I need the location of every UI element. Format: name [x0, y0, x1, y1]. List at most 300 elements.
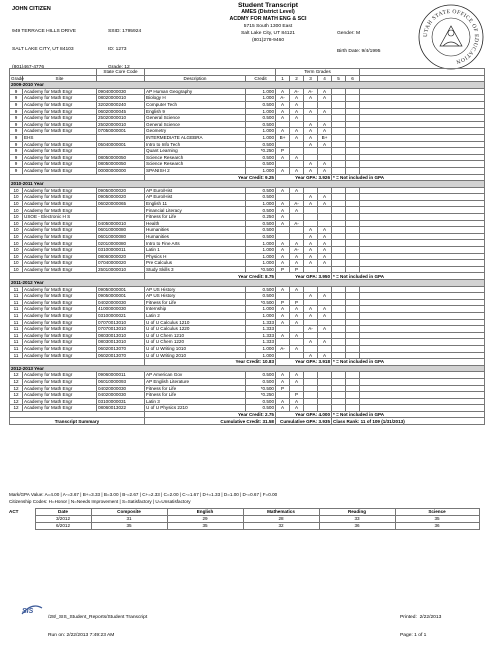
- course-description: Internship: [145, 306, 246, 313]
- year-total-row: [10, 174, 485, 181]
- term-6-grade: [346, 306, 360, 313]
- course-description: Quant Learning: [145, 148, 246, 155]
- course-description: U of U Writing 2010: [145, 352, 246, 359]
- act-reading: 36: [319, 523, 395, 530]
- row-spacer: [360, 167, 485, 174]
- state-core-code: 06020000045: [97, 108, 145, 115]
- spacer: [10, 411, 145, 418]
- term-2-grade: A: [290, 405, 304, 412]
- row-spacer: [360, 233, 485, 240]
- year-header-row: [10, 280, 485, 287]
- state-core-code: 06010000093: [97, 378, 145, 385]
- course-description: Study Skills 3: [145, 266, 246, 273]
- term-3-grade: A: [304, 141, 318, 148]
- state-core-code: [97, 214, 145, 221]
- course-grade: 9: [10, 101, 23, 108]
- term-1-grade: A: [276, 398, 290, 405]
- term-3-grade: A: [304, 161, 318, 168]
- term-6-grade: [346, 319, 360, 326]
- row-spacer: [360, 339, 485, 346]
- run-on: Run on: 2/22/2013 7:49:23 AM: [48, 633, 115, 638]
- course-grade: 9: [10, 108, 23, 115]
- term-6-grade: [346, 286, 360, 293]
- term-6-grade: [346, 141, 360, 148]
- course-credit: 1.333: [246, 319, 276, 326]
- term-4-grade: A: [318, 253, 332, 260]
- act-col-english: English: [167, 509, 243, 516]
- course-row: [10, 345, 485, 352]
- act-mathematics: 32: [243, 523, 319, 530]
- course-row: [10, 352, 485, 359]
- state-core-code: 09050000001: [97, 286, 145, 293]
- course-grade: 11: [10, 312, 23, 319]
- course-grade: 12: [10, 392, 23, 399]
- year-total-row: [10, 411, 485, 418]
- term-2-grade: A: [290, 306, 304, 313]
- term-3-grade: A: [304, 293, 318, 300]
- term-2-grade: P: [290, 392, 304, 399]
- course-grade: 10: [10, 227, 23, 234]
- course-site: Academy for Math Engr: [23, 148, 97, 155]
- term-1-grade: A: [276, 306, 290, 313]
- term-3-grade: [304, 372, 318, 379]
- course-grade: 11: [10, 306, 23, 313]
- state-core-code: 09040000030: [97, 88, 145, 95]
- state-core-code: 08060013022: [97, 405, 145, 412]
- state-core-code: [97, 134, 145, 141]
- term-6-grade: [346, 293, 360, 300]
- term-4-grade: [318, 319, 332, 326]
- term-2-grade: A: [290, 253, 304, 260]
- term-1-grade: [276, 121, 290, 128]
- term-2-grade: [290, 326, 304, 333]
- course-credit: 1.000: [246, 345, 276, 352]
- course-row: [10, 148, 485, 155]
- report-path: /28/_SIS_Student_Reports/Student Transcript: [48, 615, 148, 620]
- course-row: [10, 227, 485, 234]
- term-1-grade: A: [276, 372, 290, 379]
- term-6-grade: [346, 88, 360, 95]
- year-credit: Year Credit: 10.83: [145, 359, 276, 366]
- course-grade: 11: [10, 326, 23, 333]
- student-phone: (801)467-4776: [12, 65, 45, 70]
- course-credit: 0.500: [246, 372, 276, 379]
- course-credit: 1.333: [246, 326, 276, 333]
- term-6-grade: [346, 148, 360, 155]
- term-3-grade: A: [304, 352, 318, 359]
- state-core-code: [97, 207, 145, 214]
- course-site: Academy for Math Engr: [23, 108, 97, 115]
- term-5-grade: [332, 134, 346, 141]
- term-1-grade: P: [276, 385, 290, 392]
- course-row: [10, 293, 485, 300]
- term-2-grade: [290, 233, 304, 240]
- course-site: Academy for Math Engr: [23, 167, 97, 174]
- term-2-grade: [290, 293, 304, 300]
- row-spacer: [360, 398, 485, 405]
- state-core-code: 07070013010: [97, 319, 145, 326]
- course-site: Academy for Math Engr: [23, 141, 97, 148]
- state-core-code: 08020000010: [97, 95, 145, 102]
- course-credit: 1.000: [246, 306, 276, 313]
- term-3-grade: [304, 392, 318, 399]
- row-spacer: [360, 319, 485, 326]
- course-description: Latin 3: [145, 398, 246, 405]
- row-spacer: [360, 121, 485, 128]
- course-site: Academy for Math Engr: [23, 339, 97, 346]
- school-header: [188, 2, 348, 44]
- term-2-grade: A-: [290, 220, 304, 227]
- course-site: Academy for Math Engr: [23, 240, 97, 247]
- term-3-grade: A: [304, 312, 318, 319]
- course-grade: 11: [10, 286, 23, 293]
- term-2-grade: A: [290, 167, 304, 174]
- term-2-grade: A: [290, 154, 304, 161]
- course-credit: 0.500: [246, 378, 276, 385]
- course-credit: 1.000: [246, 167, 276, 174]
- term-1-grade: A: [276, 319, 290, 326]
- course-description: U of U Chem 1220: [145, 339, 246, 346]
- course-description: Fitness for Life: [145, 214, 246, 221]
- course-description: AP US History: [145, 286, 246, 293]
- course-credit: 0.500: [246, 286, 276, 293]
- course-description: Biology H: [145, 95, 246, 102]
- header-spacer: [360, 75, 485, 82]
- state-core-code: 41000000030: [97, 306, 145, 313]
- course-credit: 0.500: [246, 220, 276, 227]
- course-credit: 0.250: [246, 214, 276, 221]
- course-row: [10, 121, 485, 128]
- header-state-core: State Core Code: [97, 69, 145, 76]
- course-description: Latin 1: [145, 247, 246, 254]
- year-credit: Year Credit: 2.75: [145, 411, 276, 418]
- term-4-grade: [318, 101, 332, 108]
- term-3-grade: A: [304, 260, 318, 267]
- course-credit: 0.500: [246, 227, 276, 234]
- term-6-grade: [346, 260, 360, 267]
- state-core-code: 07070013010: [97, 326, 145, 333]
- row-spacer: [360, 128, 485, 135]
- term-4-grade: [318, 372, 332, 379]
- course-row: [10, 233, 485, 240]
- term-6-grade: [346, 378, 360, 385]
- act-row: [9, 516, 479, 523]
- term-6-grade: [346, 352, 360, 359]
- term-5-grade: [332, 88, 346, 95]
- course-grade: 12: [10, 372, 23, 379]
- term-5-grade: [332, 372, 346, 379]
- term-2-grade: A: [290, 332, 304, 339]
- term-1-grade: A: [276, 187, 290, 194]
- course-grade: 11: [10, 293, 23, 300]
- course-description: Fitness for Life: [145, 385, 246, 392]
- term-1-grade: [276, 326, 290, 333]
- term-1-grade: A: [276, 200, 290, 207]
- course-grade: 10: [10, 266, 23, 273]
- course-site: Academy for Math Engr: [23, 233, 97, 240]
- course-row: [10, 88, 485, 95]
- term-6-grade: [346, 154, 360, 161]
- grade-level: Grade: 12: [108, 65, 130, 70]
- course-description: Science Research: [145, 161, 246, 168]
- act-science: 35: [395, 516, 479, 523]
- course-description: SPANISH 2: [145, 167, 246, 174]
- school-street: 5715 South 1300 East: [243, 24, 293, 29]
- act-english: 29: [167, 516, 243, 523]
- term-3-grade: A: [304, 194, 318, 201]
- term-4-grade: [318, 286, 332, 293]
- term-5-grade: [332, 293, 346, 300]
- course-description: AP Euro/Hist: [145, 194, 246, 201]
- course-site: Academy for Math Engr: [23, 299, 97, 306]
- term-4-grade: A: [318, 260, 332, 267]
- state-seal: [416, 2, 486, 72]
- course-row: [10, 240, 485, 247]
- course-description: U of U Chem 1210: [145, 332, 246, 339]
- term-6-grade: [346, 405, 360, 412]
- student-id: ID: 1273: [108, 47, 127, 52]
- state-core-code: 03100000011: [97, 247, 145, 254]
- act-composite: 31: [91, 516, 167, 523]
- term-6-grade: [346, 266, 360, 273]
- term-6-grade: [346, 372, 360, 379]
- term-2-grade: [290, 227, 304, 234]
- act-label: ACT: [9, 509, 19, 515]
- course-site: Academy for Math Engr: [23, 187, 97, 194]
- course-row: [10, 95, 485, 102]
- course-grade: 11: [10, 339, 23, 346]
- year-gpa: Year GPA: 3.926: [276, 174, 332, 181]
- header-term-1: 1: [276, 75, 290, 82]
- term-1-grade: A: [276, 88, 290, 95]
- row-spacer: [360, 293, 485, 300]
- term-2-grade: A: [290, 312, 304, 319]
- term-6-grade: [346, 312, 360, 319]
- state-core-code: 04050000010: [97, 220, 145, 227]
- term-1-grade: [276, 352, 290, 359]
- course-description: U of U Calculus 1220: [145, 326, 246, 333]
- course-site: Academy for Math Engr: [23, 253, 97, 260]
- school-name: ACDMY FOR MATH ENG & SCI: [229, 16, 307, 22]
- term-1-grade: A: [276, 286, 290, 293]
- term-1-grade: A: [276, 260, 290, 267]
- term-1-grade: A: [276, 405, 290, 412]
- year-total-row: [10, 273, 485, 280]
- row-spacer: [360, 345, 485, 352]
- state-core-code: 06020013070: [97, 345, 145, 352]
- course-site: Academy for Math Engr: [23, 326, 97, 333]
- term-4-grade: B+: [318, 134, 332, 141]
- term-4-grade: A: [318, 247, 332, 254]
- state-core-code: [97, 148, 145, 155]
- citizenship-key: Citizenship Codes: H=Honor | N=Needs Improvement | S=Satisfactory | U=Unsatisfactory: [9, 499, 191, 504]
- term-5-grade: [332, 194, 346, 201]
- course-credit: 0.500: [246, 207, 276, 214]
- term-3-grade: [304, 398, 318, 405]
- course-grade: 9: [10, 141, 23, 148]
- term-3-grade: [304, 220, 318, 227]
- term-4-grade: A: [318, 128, 332, 135]
- course-credit: 0.500: [246, 154, 276, 161]
- course-grade: 11: [10, 319, 23, 326]
- term-3-grade: A: [304, 306, 318, 313]
- term-6-grade: [346, 326, 360, 333]
- row-spacer: [360, 187, 485, 194]
- course-site: Academy for Math Engr: [23, 286, 97, 293]
- term-5-grade: [332, 319, 346, 326]
- course-site: Academy for Math Engr: [23, 398, 97, 405]
- term-3-grade: [304, 101, 318, 108]
- course-site: Academy for Math Engr: [23, 121, 97, 128]
- row-spacer: [360, 240, 485, 247]
- course-description: U of U Writing 1010: [145, 345, 246, 352]
- term-4-grade: [318, 187, 332, 194]
- act-col-date: Date: [35, 509, 91, 516]
- term-5-grade: [332, 128, 346, 135]
- term-5-grade: [332, 306, 346, 313]
- act-row: [9, 523, 479, 530]
- course-row: [10, 332, 485, 339]
- act-col-science: Science: [395, 509, 479, 516]
- term-4-grade: A: [318, 240, 332, 247]
- term-3-grade: [304, 154, 318, 161]
- term-3-grade: [304, 378, 318, 385]
- header-description: Description: [145, 75, 246, 82]
- term-6-grade: [346, 115, 360, 122]
- state-core-code: 07050000001: [97, 128, 145, 135]
- row-spacer: [360, 306, 485, 313]
- term-6-grade: [346, 253, 360, 260]
- course-row: [10, 134, 485, 141]
- act-col-mathematics: Mathematics: [243, 509, 319, 516]
- term-4-grade: A: [318, 306, 332, 313]
- course-description: AP US History: [145, 293, 246, 300]
- course-credit: 1.333: [246, 339, 276, 346]
- header-term-2: 2: [290, 75, 304, 82]
- state-core-code: 06020013070: [97, 352, 145, 359]
- course-site: Academy for Math Engr: [23, 306, 97, 313]
- term-5-grade: [332, 141, 346, 148]
- course-grade: 11: [10, 332, 23, 339]
- term-2-grade: [290, 141, 304, 148]
- report-path-block: [48, 603, 147, 645]
- print-info: [400, 603, 441, 645]
- term-5-grade: [332, 167, 346, 174]
- term-1-grade: A-: [276, 345, 290, 352]
- course-site: Academy for Math Engr: [23, 312, 97, 319]
- course-description: INTERMEDIATE ALGEBRA: [145, 134, 246, 141]
- row-spacer: [360, 247, 485, 254]
- course-credit: 0.500: [246, 187, 276, 194]
- term-2-grade: [290, 148, 304, 155]
- ssid: SSID: 1795924: [108, 29, 142, 34]
- term-5-grade: [332, 154, 346, 161]
- course-site: Academy for Math Engr: [23, 378, 97, 385]
- term-4-grade: [318, 405, 332, 412]
- column-header-row: [10, 69, 485, 76]
- row-spacer: [360, 88, 485, 95]
- course-row: [10, 405, 485, 412]
- state-core-code: 32020000240: [97, 101, 145, 108]
- term-2-grade: [290, 194, 304, 201]
- course-credit: 1.333: [246, 332, 276, 339]
- course-credit: 0.500: [246, 121, 276, 128]
- year-gpa: Year GPA: 4.000: [276, 411, 332, 418]
- course-site: Academy for Math Engr: [23, 266, 97, 273]
- term-1-grade: A: [276, 220, 290, 227]
- course-grade: 9: [10, 128, 23, 135]
- row-spacer: [360, 194, 485, 201]
- course-row: [10, 101, 485, 108]
- course-row: [10, 385, 485, 392]
- row-spacer: [360, 148, 485, 155]
- term-3-grade: [304, 286, 318, 293]
- course-grade: 10: [10, 214, 23, 221]
- course-row: [10, 200, 485, 207]
- term-1-grade: A: [276, 247, 290, 254]
- term-4-grade: [318, 332, 332, 339]
- course-grade: 9: [10, 88, 23, 95]
- term-3-grade: A: [304, 227, 318, 234]
- spacer: [10, 273, 145, 280]
- course-description: AP American Gov: [145, 372, 246, 379]
- term-3-grade: [304, 319, 318, 326]
- term-4-grade: A: [318, 293, 332, 300]
- row-spacer: [360, 141, 485, 148]
- term-1-grade: P: [276, 266, 290, 273]
- term-2-grade: A: [290, 372, 304, 379]
- course-credit: 1.000: [246, 128, 276, 135]
- course-site: Academy for Math Engr: [23, 385, 97, 392]
- term-2-grade: [290, 339, 304, 346]
- term-4-grade: [318, 266, 332, 273]
- term-1-grade: A: [276, 154, 290, 161]
- state-core-code: 25020000010: [97, 121, 145, 128]
- course-site: Academy for Math Engr: [23, 220, 97, 227]
- term-6-grade: [346, 167, 360, 174]
- year-credit: Year Credit: 8.75: [145, 273, 276, 280]
- term-4-grade: [318, 392, 332, 399]
- term-3-grade: A-: [304, 88, 318, 95]
- term-1-grade: A: [276, 214, 290, 221]
- course-row: [10, 312, 485, 319]
- row-spacer: [360, 200, 485, 207]
- course-credit: 1.000: [246, 88, 276, 95]
- row-spacer: [360, 95, 485, 102]
- term-1-grade: A: [276, 253, 290, 260]
- term-4-grade: A: [318, 121, 332, 128]
- term-3-grade: [304, 115, 318, 122]
- gpa-note: * = Not included in GPA: [332, 411, 485, 418]
- year-label: 2009-2010 Year: [10, 82, 485, 89]
- course-site: Academy for Math Engr: [23, 95, 97, 102]
- column-header-row: [10, 75, 485, 82]
- term-4-grade: A: [318, 108, 332, 115]
- term-6-grade: [346, 200, 360, 207]
- term-2-grade: A: [290, 101, 304, 108]
- course-grade: 10: [10, 260, 23, 267]
- course-site: Academy for Math Engr: [23, 372, 97, 379]
- course-description: General Science: [145, 121, 246, 128]
- term-1-grade: [276, 194, 290, 201]
- course-grade: 10: [10, 253, 23, 260]
- course-description: Intro to Fine Arts: [145, 240, 246, 247]
- act-header-row: [9, 509, 479, 516]
- course-description: U of U Physics 2210: [145, 405, 246, 412]
- course-description: English 9: [145, 108, 246, 115]
- course-description: Physics H: [145, 253, 246, 260]
- term-6-grade: [346, 161, 360, 168]
